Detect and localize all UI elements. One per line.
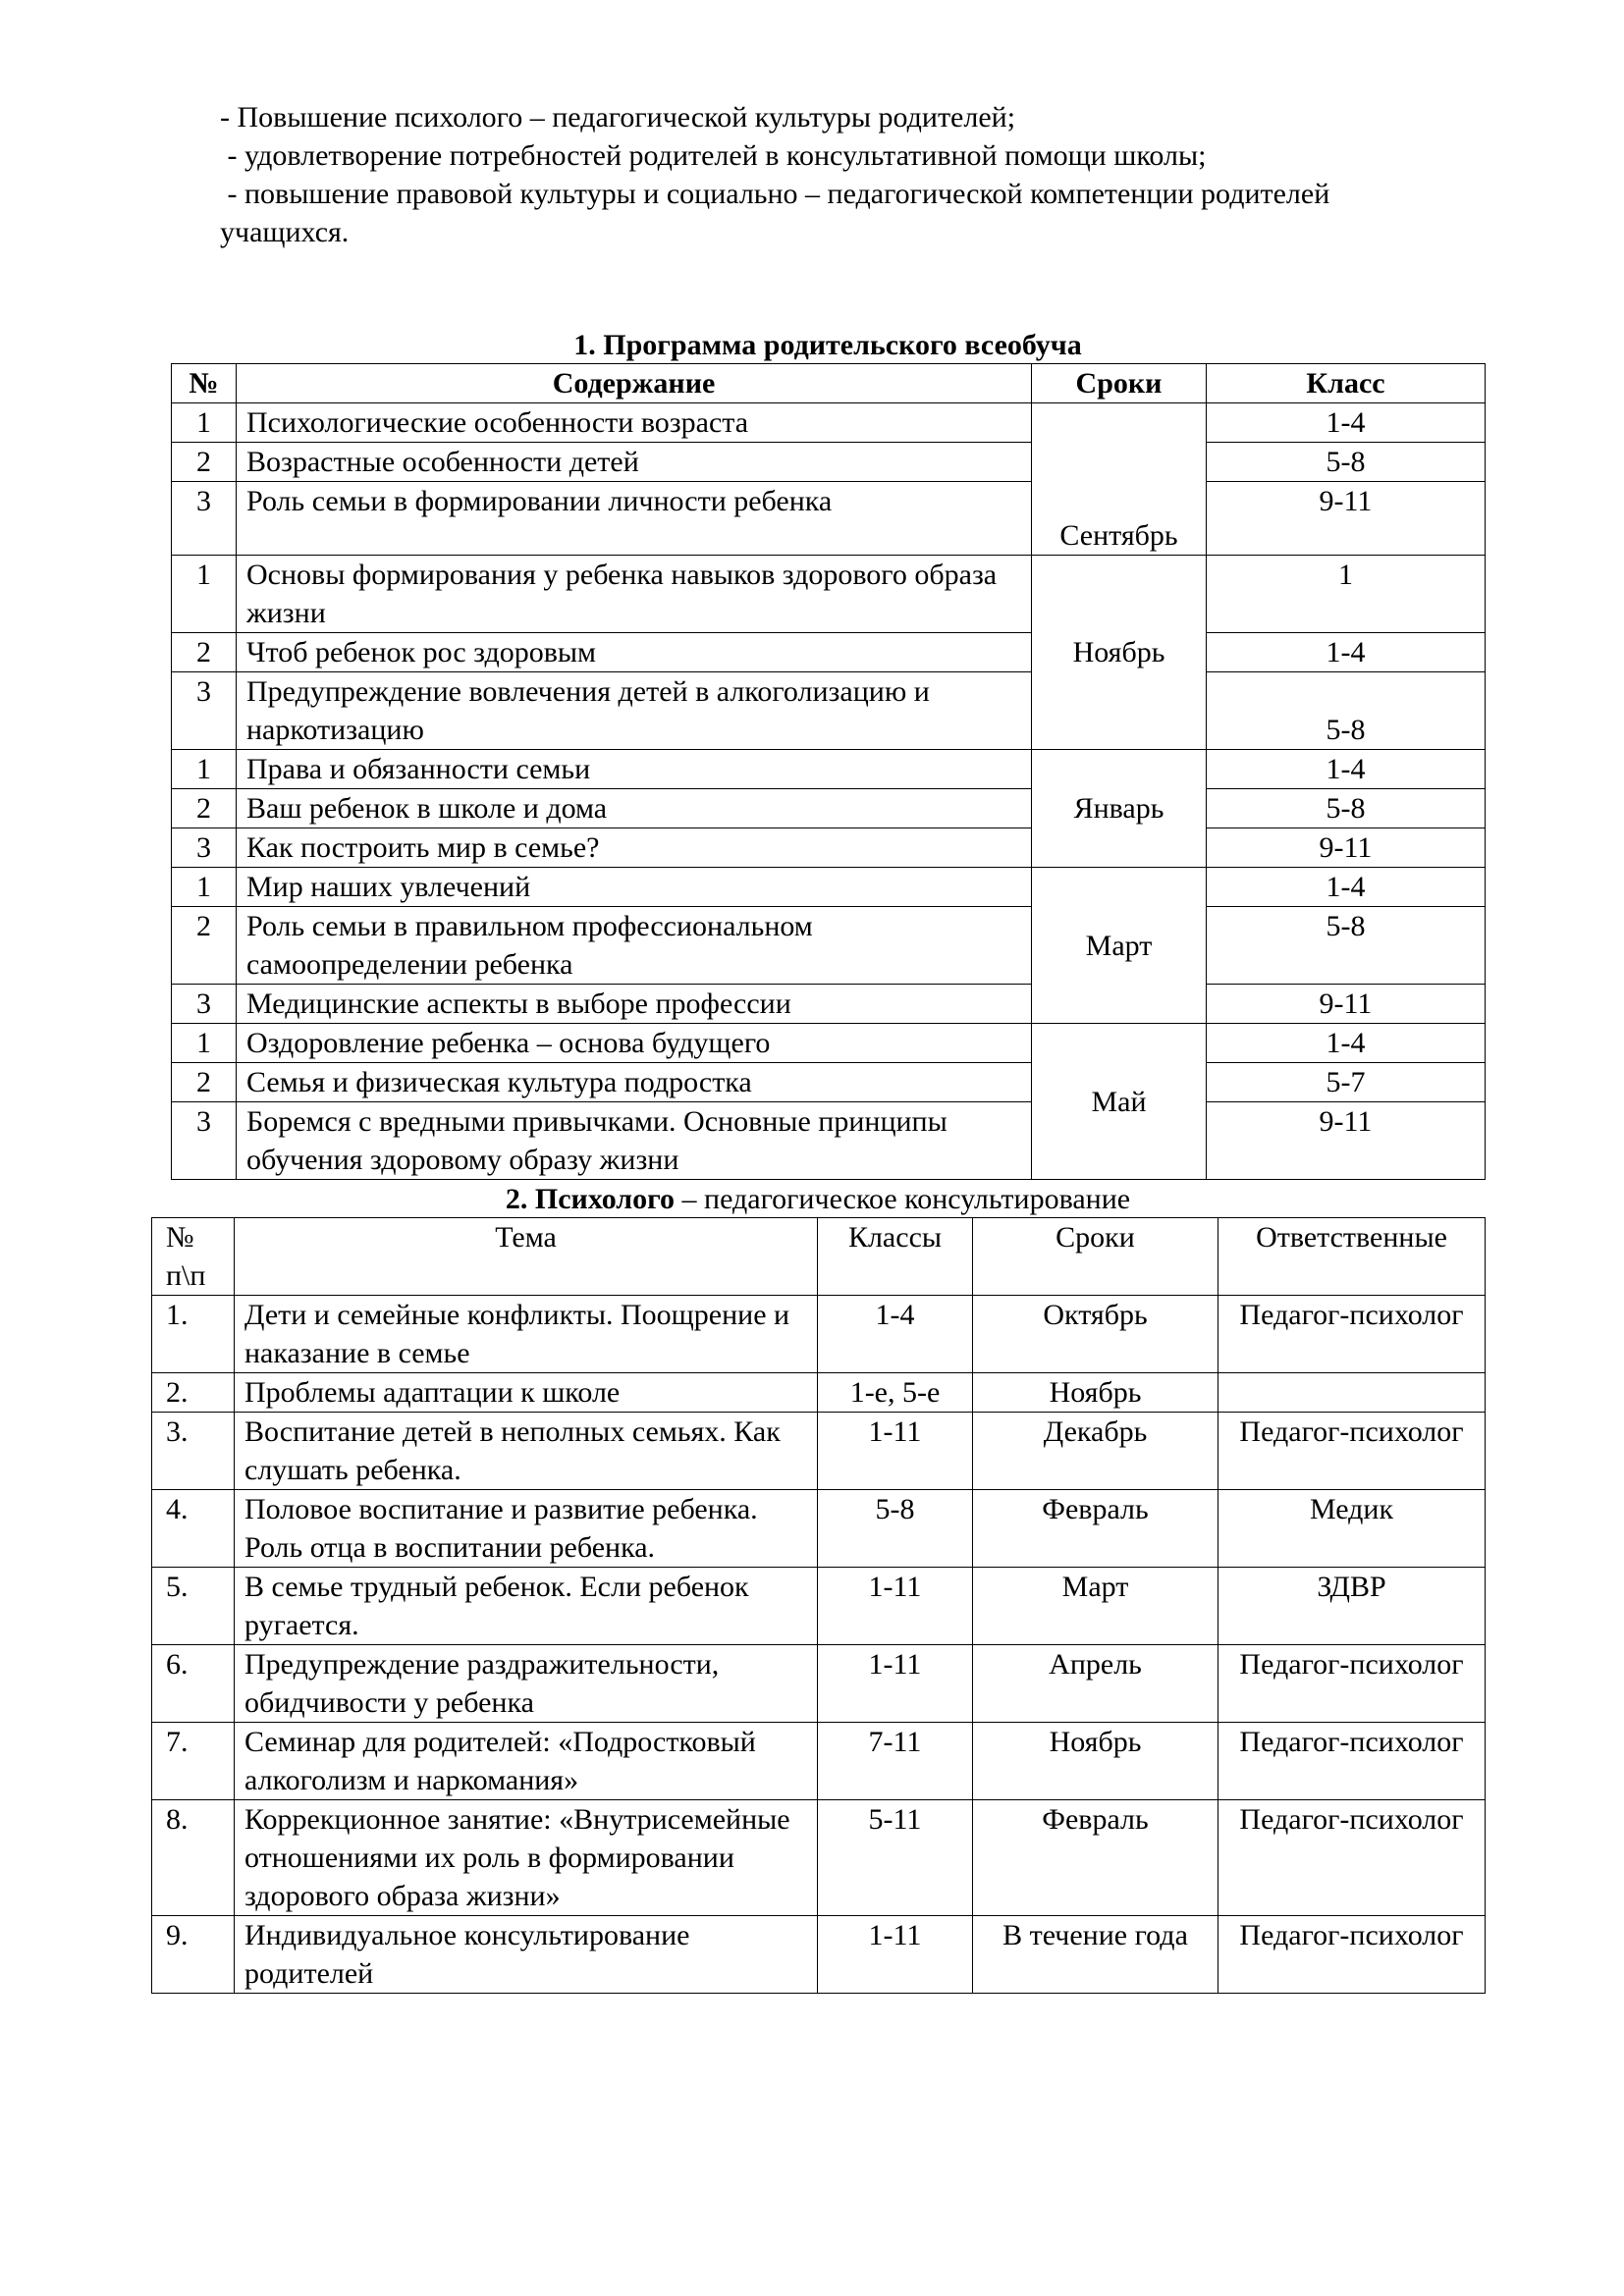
header-terms: Сроки <box>973 1218 1218 1296</box>
row-topic: Индивидуальное консультирование родителей <box>235 1916 818 1994</box>
row-classes: 1-11 <box>818 1645 973 1723</box>
row-content: Мир наших увлечений <box>237 868 1032 907</box>
row-resp <box>1218 1373 1486 1413</box>
row-month: Сентябрь <box>1032 403 1207 556</box>
row-class: 9-11 <box>1207 482 1486 556</box>
row-num: 2 <box>172 789 237 828</box>
row-classes: 1-11 <box>818 1568 973 1645</box>
header-resp: Ответственные <box>1218 1218 1486 1296</box>
intro-line: - Повышение психолого – педагогической культуры родителей; <box>220 101 1016 133</box>
row-classes: 1-11 <box>818 1413 973 1490</box>
row-num: 5. <box>152 1568 235 1645</box>
table-row <box>172 1063 1486 1102</box>
table-row <box>152 1645 1486 1723</box>
row-resp: Педагог-психолог <box>1218 1916 1486 1994</box>
table-row <box>172 443 1486 482</box>
row-class: 9-11 <box>1207 985 1486 1024</box>
row-content: Оздоровление ребенка – основа будущего <box>237 1024 1032 1063</box>
row-classes: 1-е, 5-е <box>818 1373 973 1413</box>
table-row <box>152 1490 1486 1568</box>
row-num: 3 <box>172 1102 237 1180</box>
row-num: 3. <box>152 1413 235 1490</box>
table-row <box>172 868 1486 907</box>
row-content: Права и обязанности семьи <box>237 750 1032 789</box>
header-topic: Тема <box>235 1218 818 1296</box>
parent-education-table <box>171 363 1486 1180</box>
table-row <box>172 633 1486 672</box>
row-num: 1 <box>172 750 237 789</box>
row-terms: Февраль <box>973 1800 1218 1916</box>
row-num: 2 <box>172 907 237 985</box>
row-classes: 5-8 <box>818 1490 973 1568</box>
row-num: 1 <box>172 1024 237 1063</box>
row-class: 1-4 <box>1207 633 1486 672</box>
header-terms: Сроки <box>1032 364 1207 403</box>
row-topic: Коррекционное занятие: «Внутрисемейные отношениями их роль в формировании здорового образа жизни» <box>235 1800 818 1916</box>
row-resp: Педагог-психолог <box>1218 1800 1486 1916</box>
table-row <box>152 1568 1486 1645</box>
header-num: № п\п <box>152 1218 235 1296</box>
header-content: Содержание <box>237 364 1032 403</box>
row-topic: Семинар для родителей: «Подростковый алкоголизм и наркомания» <box>235 1723 818 1800</box>
table-header-row <box>152 1218 1486 1296</box>
row-num: 8. <box>152 1800 235 1916</box>
row-content: Как построить мир в семье? <box>237 828 1032 868</box>
row-class: 1-4 <box>1207 750 1486 789</box>
row-terms: Февраль <box>973 1490 1218 1568</box>
header-classes: Классы <box>818 1218 973 1296</box>
intro-line: - повышение правовой культуры и социально – педагогической компетенции родителей <box>220 178 1330 210</box>
row-topic: Половое воспитание и развитие ребенка. Роль отца в воспитании ребенка. <box>235 1490 818 1568</box>
row-class: 9-11 <box>1207 1102 1486 1180</box>
table-row <box>172 403 1486 443</box>
table-row <box>152 1723 1486 1800</box>
row-class: 5-8 <box>1207 672 1486 750</box>
row-class: 5-8 <box>1207 789 1486 828</box>
row-content: Возрастные особенности детей <box>237 443 1032 482</box>
row-num: 3 <box>172 828 237 868</box>
row-month: Май <box>1032 1024 1207 1180</box>
row-num: 2 <box>172 443 237 482</box>
table-header-row <box>172 364 1486 403</box>
table-row <box>172 1102 1486 1180</box>
row-content: Ваш ребенок в школе и дома <box>237 789 1032 828</box>
table-row <box>152 1916 1486 1994</box>
row-month: Январь <box>1032 750 1207 868</box>
row-classes: 1-4 <box>818 1296 973 1373</box>
row-classes: 1-11 <box>818 1916 973 1994</box>
row-resp: Педагог-психолог <box>1218 1413 1486 1490</box>
row-class: 1 <box>1207 556 1486 633</box>
table-row <box>172 482 1486 556</box>
row-terms: Ноябрь <box>973 1373 1218 1413</box>
row-resp: ЗДВР <box>1218 1568 1486 1645</box>
row-classes: 7-11 <box>818 1723 973 1800</box>
row-resp: Педагог-психолог <box>1218 1723 1486 1800</box>
table-row <box>172 556 1486 633</box>
table2-title-bold: 2. Психолого <box>505 1183 676 1215</box>
row-num: 4. <box>152 1490 235 1568</box>
table-row <box>172 985 1486 1024</box>
row-num: 1 <box>172 556 237 633</box>
row-topic: Проблемы адаптации к школе <box>235 1373 818 1413</box>
table-row <box>152 1800 1486 1916</box>
row-num: 6. <box>152 1645 235 1723</box>
row-content: Медицинские аспекты в выборе профессии <box>237 985 1032 1024</box>
row-num: 3 <box>172 482 237 556</box>
row-content: Основы формирования у ребенка навыков здорового образа жизни <box>237 556 1032 633</box>
row-content: Роль семьи в правильном профессиональном самоопределении ребенка <box>237 907 1032 985</box>
consulting-table <box>151 1217 1486 1994</box>
row-terms: В течение года <box>973 1916 1218 1994</box>
row-resp: Педагог-психолог <box>1218 1296 1486 1373</box>
row-num: 1 <box>172 403 237 443</box>
row-num: 2. <box>152 1373 235 1413</box>
row-num: 2 <box>172 633 237 672</box>
header-class: Класс <box>1207 364 1486 403</box>
row-num: 3 <box>172 985 237 1024</box>
row-num: 1 <box>172 868 237 907</box>
row-num: 9. <box>152 1916 235 1994</box>
intro-line: - удовлетворение потребностей родителей в консультативной помощи школы; <box>220 139 1207 172</box>
row-topic: Дети и семейные конфликты. Поощрение и наказание в семье <box>235 1296 818 1373</box>
row-topic: В семье трудный ребенок. Если ребенок ругается. <box>235 1568 818 1645</box>
row-month: Март <box>1032 868 1207 1024</box>
table-row <box>172 907 1486 985</box>
row-terms: Декабрь <box>973 1413 1218 1490</box>
row-class: 1-4 <box>1207 403 1486 443</box>
row-class: 9-11 <box>1207 828 1486 868</box>
row-content: Боремся с вредными привычками. Основные принципы обучения здоровому образу жизни <box>237 1102 1032 1180</box>
row-class: 1-4 <box>1207 868 1486 907</box>
row-content: Психологические особенности возраста <box>237 403 1032 443</box>
row-class: 5-8 <box>1207 907 1486 985</box>
table-row <box>172 750 1486 789</box>
row-class: 1-4 <box>1207 1024 1486 1063</box>
table-row <box>172 1024 1486 1063</box>
row-content: Семья и физическая культура подростка <box>237 1063 1032 1102</box>
row-terms: Апрель <box>973 1645 1218 1723</box>
row-content: Роль семьи в формировании личности ребенка <box>237 482 1032 556</box>
row-topic: Воспитание детей в неполных семьях. Как слушать ребенка. <box>235 1413 818 1490</box>
row-num: 1. <box>152 1296 235 1373</box>
header-num: № <box>172 364 237 403</box>
row-terms: Ноябрь <box>973 1723 1218 1800</box>
row-num: 7. <box>152 1723 235 1800</box>
table-row <box>152 1373 1486 1413</box>
row-num: 2 <box>172 1063 237 1102</box>
table-row <box>172 672 1486 750</box>
row-terms: Март <box>973 1568 1218 1645</box>
row-topic: Предупреждение раздражительности, обидчивости у ребенка <box>235 1645 818 1723</box>
table2-title-rest: – педагогическое консультирование <box>675 1183 1131 1215</box>
intro-line: учащихся. <box>220 216 350 248</box>
intro-list <box>220 98 1506 251</box>
row-resp: Медик <box>1218 1490 1486 1568</box>
row-month: Ноябрь <box>1032 556 1207 750</box>
row-classes: 5-11 <box>818 1800 973 1916</box>
row-num: 3 <box>172 672 237 750</box>
row-class: 5-7 <box>1207 1063 1486 1102</box>
table1-title: 1. Программа родительского всеобуча <box>573 329 1082 361</box>
table2-title <box>151 1180 1485 1218</box>
row-terms: Октябрь <box>973 1296 1218 1373</box>
table-row <box>172 828 1486 868</box>
row-resp: Педагог-психолог <box>1218 1645 1486 1723</box>
row-class: 5-8 <box>1207 443 1486 482</box>
row-content: Предупреждение вовлечения детей в алкоголизацию и наркотизацию <box>237 672 1032 750</box>
table-row <box>152 1413 1486 1490</box>
table-row <box>172 789 1486 828</box>
table-row <box>152 1296 1486 1373</box>
row-content: Чтоб ребенок рос здоровым <box>237 633 1032 672</box>
